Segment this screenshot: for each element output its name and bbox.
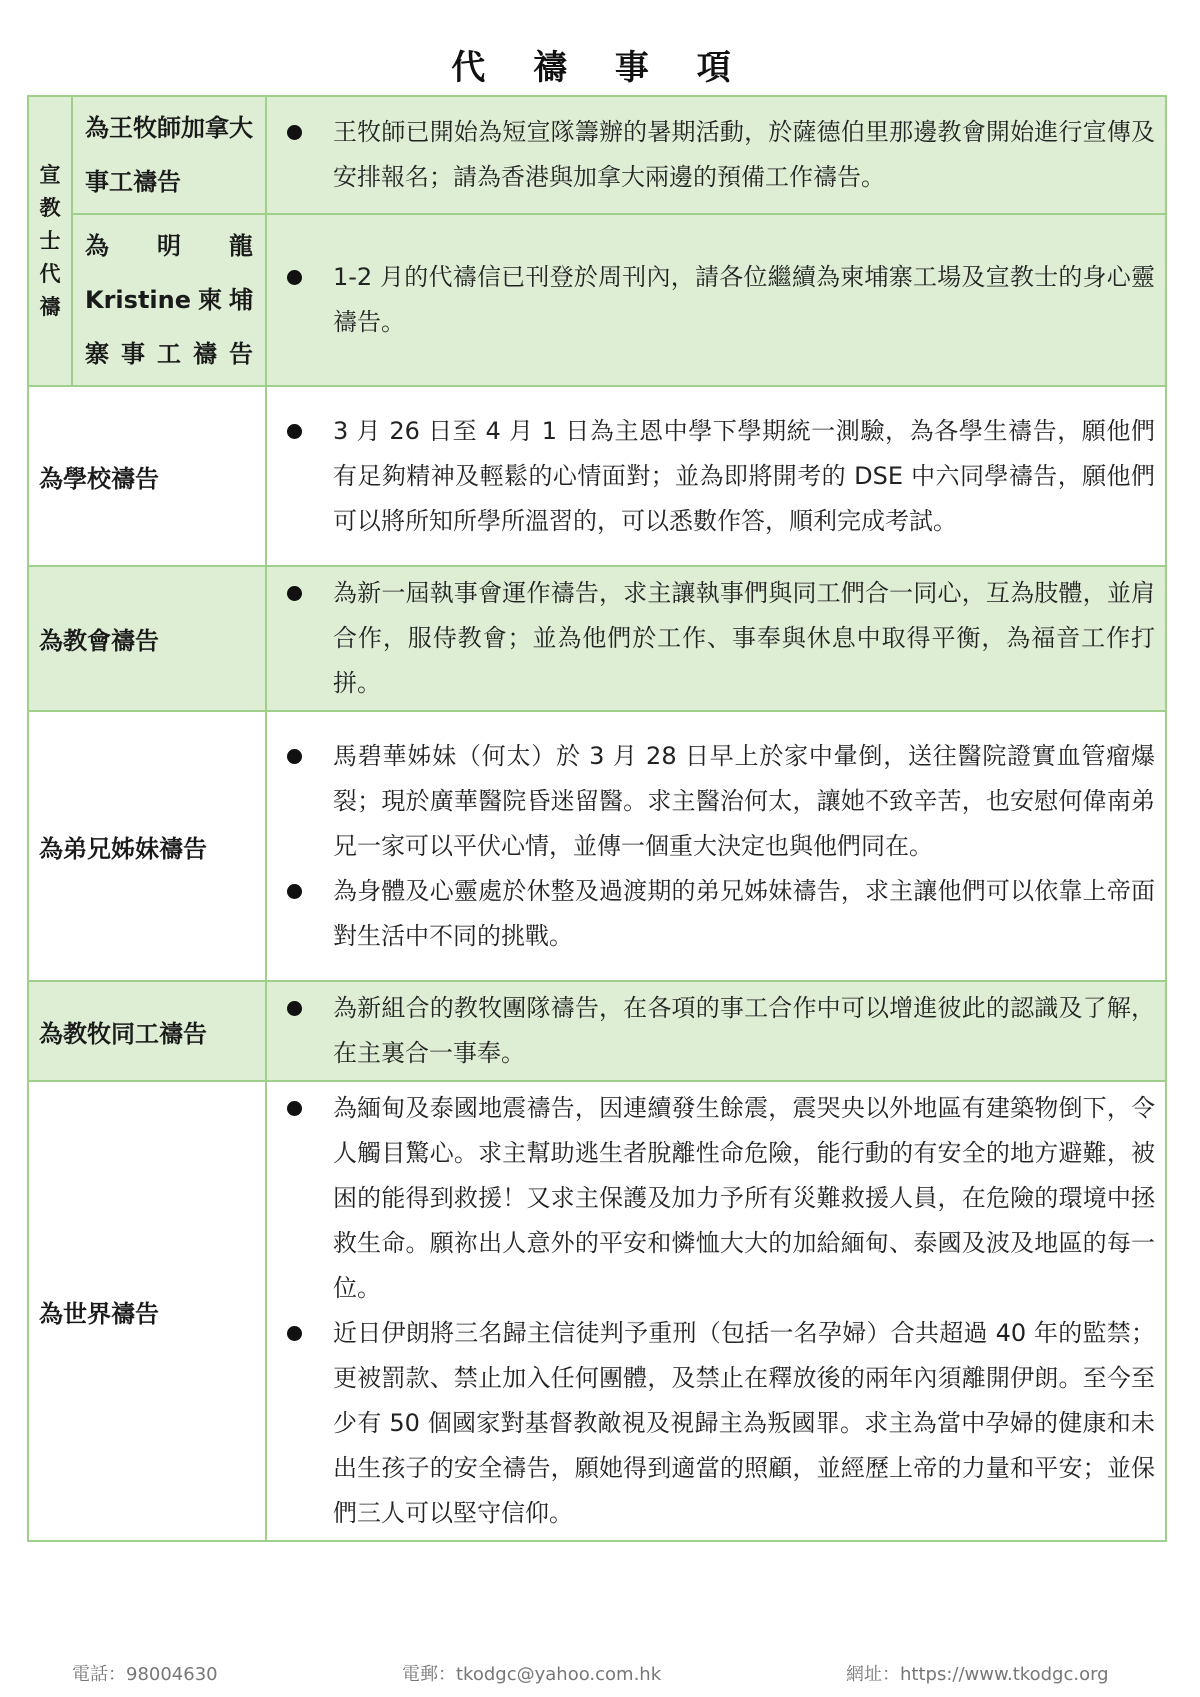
items-members	[266, 711, 1166, 981]
items-school	[266, 386, 1166, 566]
category-church: 為教會禱告	[28, 566, 266, 711]
footer-email[interactable]: 電郵：tkodgc@yahoo.com.hk	[402, 1664, 662, 1685]
bullet-icon	[287, 424, 302, 439]
list-item: 為新組合的教牧團隊禱告，在各項的事工合作中可以增進彼此的認識及了解，在主裏合一事奉。	[277, 986, 1155, 1076]
list-item: 近日伊朗將三名歸主信徒判予重刑（包括一名孕婦）合共超過 40 年的監禁；更被罰款、禁止加入任何團體，及禁止在釋放後的兩年內須離開伊朗。至今至少有 50 個國家對基督教敵視及視歸主為叛國罪。求主為當中孕婦的健康和未出生孩子的安全禱告，願她得到適當的照顧，並經歷上帝的力量和平安；並保們三人可以堅守信仰。	[277, 1311, 1155, 1536]
subcategory-canada: 為王牧師加拿大事工禱告	[72, 96, 266, 214]
category-pastoral: 為教牧同工禱告	[28, 981, 266, 1081]
page-title: 代 禱 事 項	[451, 48, 749, 88]
items-cambodia	[266, 214, 1166, 386]
footer-website[interactable]: 網址：https://www.tkodgc.org	[846, 1664, 1109, 1685]
subcategory-cambodia: 為明龍Kristine柬埔寨事工禱告	[72, 214, 266, 386]
row-school	[28, 386, 1166, 566]
row-members	[28, 711, 1166, 981]
category-school: 為學校禱告	[28, 386, 266, 566]
list-item: 3 月 26 日至 4 月 1 日為主恩中學下學期統一測驗，為各學生禱告，願他們有足夠精神及輕鬆的心情面對；並為即將開考的 DSE 中六同學禱告，願他們可以將所知所學所溫習的，可以悉數作答，順利完成考試。	[277, 409, 1155, 544]
bullet-icon	[287, 270, 302, 285]
items-pastoral	[266, 981, 1166, 1081]
bullet-icon	[287, 1326, 302, 1341]
items-church	[266, 566, 1166, 711]
row-missionary-cambodia	[28, 214, 1166, 386]
category-members: 為弟兄姊妹禱告	[28, 711, 266, 981]
items-canada	[266, 96, 1166, 214]
list-item: 為身體及心靈處於休整及過渡期的弟兄姊妹禱告，求主讓他們可以依靠上帝面對生活中不同的挑戰。	[277, 869, 1155, 959]
row-world	[28, 1081, 1166, 1541]
row-pastoral	[28, 981, 1166, 1081]
footer-phone: 電話：98004630	[72, 1664, 218, 1685]
category-missionary: 宣 教 士 代 禱	[28, 96, 72, 386]
row-missionary-canada	[28, 96, 1166, 214]
category-world: 為世界禱告	[28, 1081, 266, 1541]
bullet-icon	[287, 1101, 302, 1116]
list-item: 馬碧華姊妹（何太）於 3 月 28 日早上於家中暈倒，送往醫院證實血管瘤爆裂；現於廣華醫院昏迷留醫。求主醫治何太，讓她不致辛苦，也安慰何偉南弟兄一家可以平伏心情，並傳一個重大決定也與他們同在。	[277, 734, 1155, 869]
list-item: 為緬甸及泰國地震禱告，因連續發生餘震，震哭央以外地區有建築物倒下，令人觸目驚心。求主幫助逃生者脫離性命危險，能行動的有安全的地方避難，被困的能得到救援！又求主保護及加力予所有災難救援人員，在危險的環境中拯救生命。願祢出人意外的平安和憐恤大大的加給緬甸、泰國及波及地區的每一位。	[277, 1086, 1155, 1311]
list-item: 1-2 月的代禱信已刊登於周刊內，請各位繼續為柬埔寨工場及宣教士的身心靈禱告。	[277, 255, 1155, 345]
row-church	[28, 566, 1166, 711]
bullet-icon	[287, 749, 302, 764]
list-item: 王牧師已開始為短宣隊籌辦的暑期活動，於薩德伯里那邊教會開始進行宣傳及安排報名；請為香港與加拿大兩邊的預備工作禱告。	[277, 110, 1155, 200]
bullet-icon	[287, 1001, 302, 1016]
prayer-table	[27, 95, 1167, 1542]
bullet-icon	[287, 884, 302, 899]
list-item: 為新一屆執事會運作禱告，求主讓執事們與同工們合一同心，互為肢體，並肩合作，服侍教會；並為他們於工作、事奉與休息中取得平衡，為福音工作打拼。	[277, 571, 1155, 706]
bullet-icon	[287, 125, 302, 140]
bullet-icon	[287, 586, 302, 601]
items-world	[266, 1081, 1166, 1541]
